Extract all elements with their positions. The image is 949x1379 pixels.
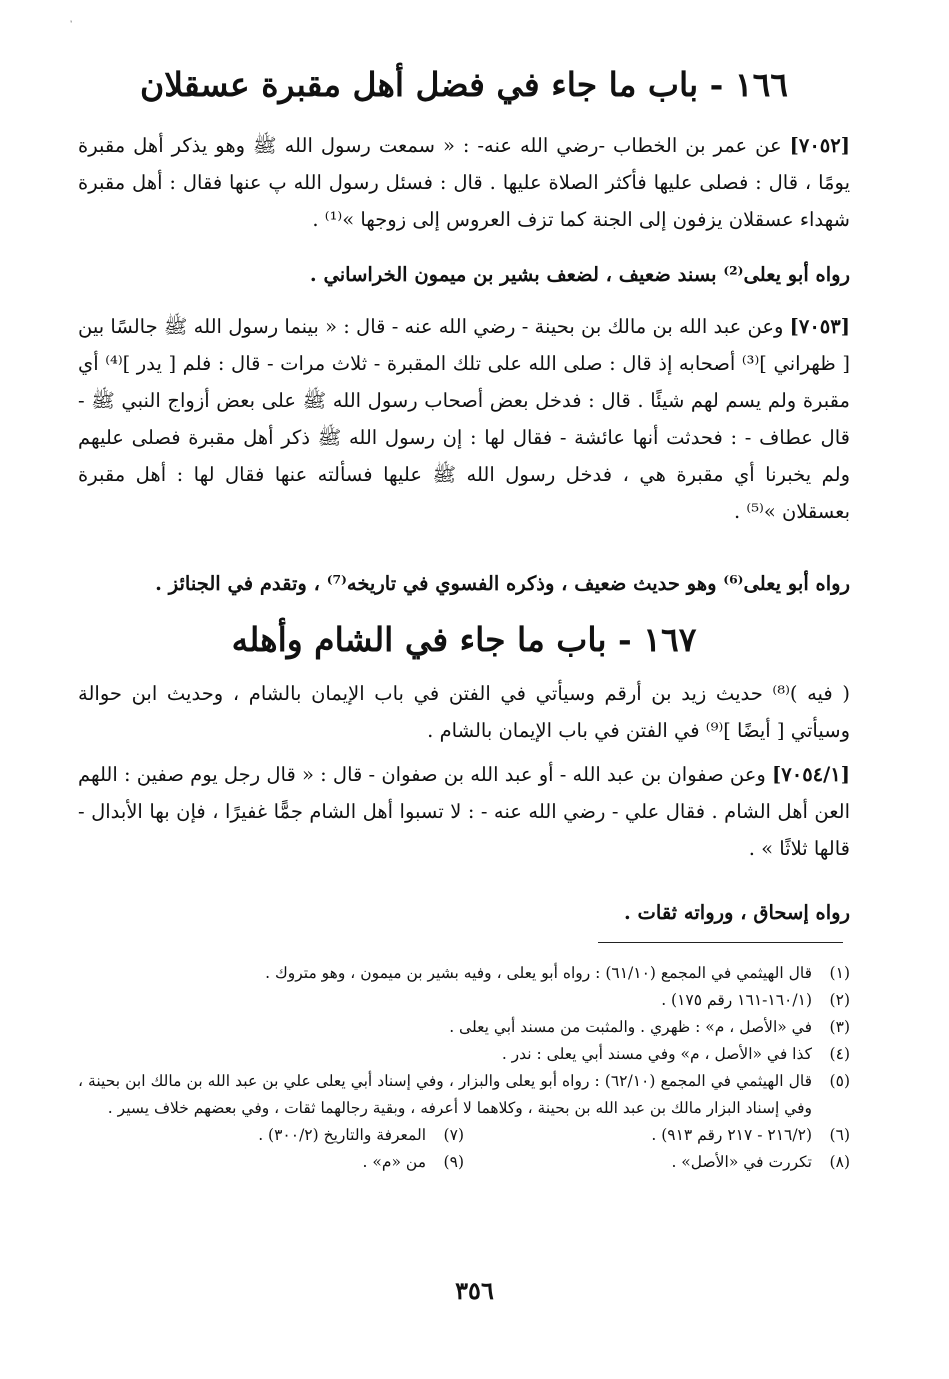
footnote-number: (٤) (829, 1045, 850, 1063)
hadith-7053-text: وعن عبد الله بن مالك بن بحينة - رضي الله عنه - قال : « بينما رسول الله ﷺ جالسًا بين [ ظهراني ]⁽³⁾ أصحابه إذ قال : صلى الله على تلك المقبرة - ثلاث مرات - قال : فلم [ يدر ]⁽⁴⁾ أي مقبرة ولم يسم لهم شيئًا . قال : فدخل بعض أصحاب رسول الله ﷺ على بعض أزواج النبي ﷺ - قال عطاف - : فحدثت أنها عائشة - فقال لها : إن رسول الله ﷺ ذكر أهل مقبرة فصلى عليهم ولم يخبرنا أي مقبرة هي ، فدخل رسول الله ﷺ عليها فسألته عنها فقال لها : أهل مقبرة بعسقلان »⁽⁵⁾ . (78, 315, 850, 523)
footnote-number: (٣) (829, 1018, 850, 1036)
footnotes (78, 960, 850, 1176)
footnote (78, 1149, 464, 1176)
hadith-7053 (78, 308, 850, 530)
hadith-7054-number: [٧٠٥٤/١] (772, 763, 850, 786)
chapter-166-title: ١٦٦ - باب ما جاء في فضل أهل مقبرة عسقلان (139, 65, 789, 104)
hadith-7052-text: عن عمر بن الخطاب -رضي الله عنه- : « سمعت رسول الله ﷺ وهو يذكر أهل مقبرة يومًا ، قال : فصلى عليها فأكثر الصلاة عليها . قال : فسئل رسول الله پ عنها فقال : أهل مقبرة شهداء عسقلان يزفون إلى الجنة كما تزف العروس إلى زوجها »⁽¹⁾ . (78, 134, 850, 231)
hadith-7052 (78, 127, 850, 238)
footnote-pair (78, 1149, 850, 1176)
footnote-number: (٩) (443, 1153, 464, 1171)
page-number: ٣٥٦ (455, 1276, 494, 1305)
footnote-text: من «م» . (362, 1153, 426, 1171)
footnote-text: (١٦٠/١-١٦١ رقم ١٧٥) . (661, 991, 812, 1009)
footnote (78, 1041, 850, 1068)
footnote (78, 960, 850, 987)
footnote (78, 1068, 850, 1122)
footnote-number: (٢) (829, 991, 850, 1009)
footnote (464, 1149, 850, 1176)
footnote-text: المعرفة والتاريخ (٣٠٠/٢) . (258, 1126, 426, 1144)
footnote-text: قال الهيثمي في المجمع (٦٢/١٠) : رواه أبو يعلى والبزار ، وفي إسناد أبي يعلى علي بن عبد الله بن مالك ابن بحينة ، وفي إسناد البزار مالك بن عبد الله بن بحينة ، وكلاهما لا أعرفه ، وبقية رجالهما ثقات ، وفي بعضهم خلاف يسير . (78, 1072, 813, 1117)
hadith-7054 (78, 756, 850, 867)
footnote-number: (٦) (829, 1126, 850, 1144)
hadith-7053-number: [٧٠٥٣] (789, 315, 850, 338)
footnote-text: (٢١٦/٢ - ٢١٧ رقم ٩١٣) . (651, 1126, 812, 1144)
hadith-7052-narration: رواه أبو يعلى⁽²⁾ بسند ضعيف ، لضعف بشير بن ميمون الخراساني . (309, 263, 850, 286)
footnote-separator (598, 942, 843, 943)
footnote-text: تكررت في «الأصل» . (671, 1153, 812, 1171)
chapter-167-intro: ( فيه )⁽⁸⁾ حديث زيد بن أرقم وسيأتي في الفتن في باب الإيمان بالشام ، وحديث ابن حوالة وسيأتي [ أيضًا ]⁽⁹⁾ في الفتن في باب الإيمان بالشام . (78, 682, 851, 742)
footnote-number: (١) (829, 964, 850, 982)
hadith-7054-narration: رواه إسحاق ، ورواته ثقات . (623, 901, 850, 924)
hadith-7052-number: [٧٠٥٢] (789, 134, 850, 157)
footnote-pair (78, 1122, 850, 1149)
footnote (464, 1122, 850, 1149)
footnote-text: قال الهيثمي في المجمع (٦١/١٠) : رواه أبو يعلى ، وفيه بشير بن ميمون ، وهو متروك . (265, 964, 812, 982)
footnote-text: في «الأصل ، م» : ظهري . والمثبت من مسند أبي يعلى . (449, 1018, 812, 1036)
footnote-number: (٨) (829, 1153, 850, 1171)
footnote-number: (٥) (829, 1072, 850, 1090)
footnote (78, 1122, 464, 1149)
hadith-7053-narration: رواه أبو يعلى⁽⁶⁾ وهو حديث ضعيف ، وذكره الفسوي في تاريخه⁽⁷⁾ ، وتقدم في الجنائز . (155, 572, 850, 595)
footnote (78, 987, 850, 1014)
chapter-167-title: ١٦٧ - باب ما جاء في الشام وأهله (231, 620, 697, 659)
footnote-text: كذا في «الأصل ، م» وفي مسند أبي يعلى : ندر . (501, 1045, 812, 1063)
footnote-number: (٧) (443, 1126, 464, 1144)
footnote (78, 1014, 850, 1041)
hadith-7054-text: وعن صفوان بن عبد الله - أو عبد الله بن صفوان - قال : « قال رجل يوم صفين : اللهم العن أهل الشام . فقال علي - رضي الله عنه - : لا تسبوا أهل الشام جمًّا غفيرًا ، فإن بها الأبدال - قالها ثلاثًا » . (78, 763, 850, 860)
